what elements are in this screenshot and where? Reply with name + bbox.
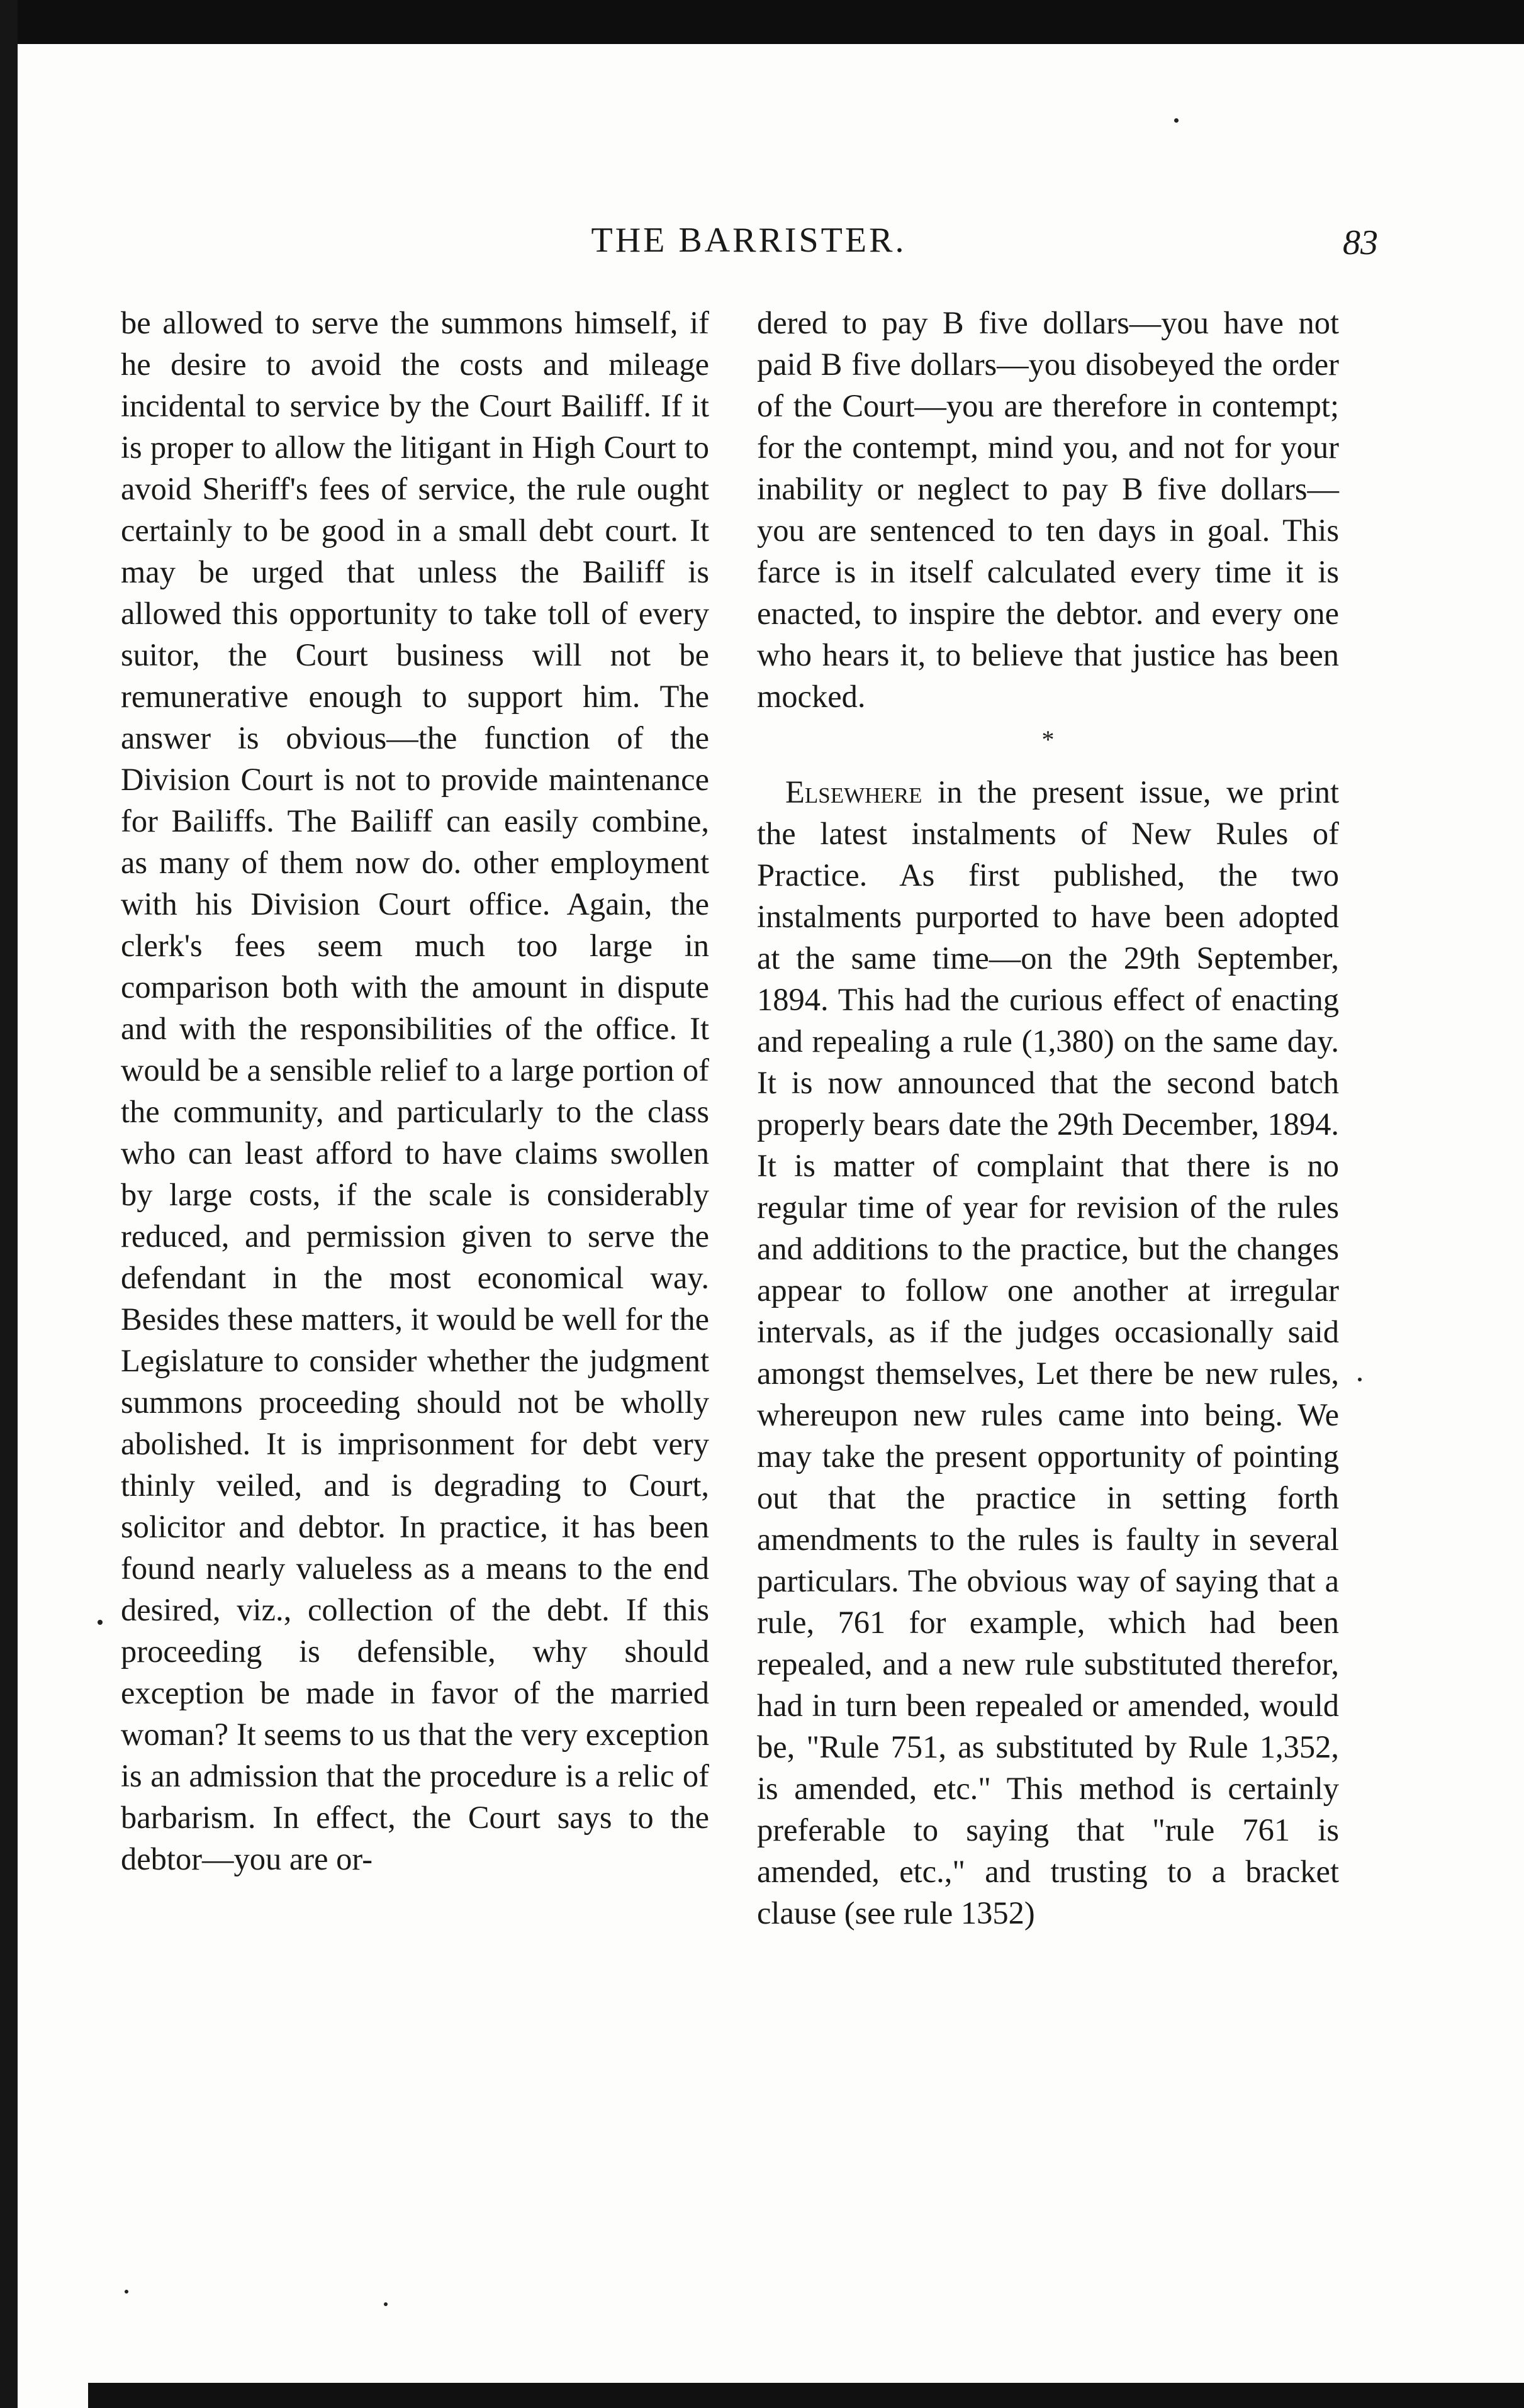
scan-speck [1174, 118, 1179, 123]
left-column-paragraph: be allowed to serve the summons himself, if he desire to avoid the costs and mileage incidental to service by the Court Bailiff. If it is proper to allow the litigant in High Court to avoid Sheriff's fees of service, the rule ought certainly to be good in a small debt court. It may be urged that unless the Bailiff is allowed this opportunity to take toll of every suitor, the Court business will not be remunerative enough to support him. The answer is obvious—the function of the Division Court is not to provide maintenance for Bailiffs. The Bailiff can easily combine, as many of them now do. other employment with his Division Court office. Again, the clerk's fees seem much too large in comparison both with the amount in dispute and with the responsibilities of the office. It would be a sensible relief to a large portion of the community, and particularly to the class who can least afford to have claims swollen by large costs, if the scale is considerably reduced, and permission given to serve the defendant in the most economical way. Besides these matters, it would be well for the Legislature to consider whether the judgment summons proceeding should not be wholly abolished. It is imprisonment for debt very thinly veiled, and is degrading to Court, solicitor and debtor. In practice, it has been found nearly valueless as a means to the end desired, viz., collection of the debt. If this proceeding is defensible, why should exception be made in favor of the married woman? It seems to us that the very exception is an admission that the procedure is a relic of barbarism. In effect, the Court says to the debtor—you are or- [121, 305, 709, 1876]
section-separator: * [1041, 725, 1055, 754]
scan-speck [98, 1620, 103, 1625]
scan-border-top [0, 0, 1524, 44]
scan-speck [1358, 1378, 1362, 1381]
left-column [121, 302, 709, 1880]
scan-border-bottom [88, 2383, 1524, 2408]
right-column [757, 302, 1339, 1934]
scan-border-left [0, 0, 18, 2408]
running-title: THE BARRISTER. [591, 221, 907, 260]
right-column-paragraph-2 [757, 771, 1339, 1934]
right-column-paragraph-1: dered to pay B five dollars—you have not paid B five dollars—you disobeyed the order of the Court—you are therefore in contempt; for the contempt, mind you, and not for your inability or neglect to pay B five dollars—you are sentenced to ten days in goal. This farce is in itself calculated every time it is enacted, to inspire the debtor. and every one who hears it, to believe that justice has been mocked. [757, 305, 1339, 714]
scan-speck [125, 2290, 128, 2294]
page-header [120, 220, 1378, 270]
right-column-paragraph-2-body: in the present issue, we print the latest instalments of New Rules of Practice. As first published, the two instalments purported to have been adopted at the same time—on the 29th September, 1894. This had the curious effect of enacting and repealing a rule (1,380) on the same day. It is now announced that the second batch properly bears date the 29th December, 1894. It is matter of complaint that there is no regular time of year for revision of the rules and additions to the practice, but the changes appear to follow one another at irregular intervals, as if the judges occasionally said amongst themselves, Let there be new rules, whereupon new rules came into being. We may take the present opportunity of pointing out that the practice in setting forth amendments to the rules is faulty in several particulars. The obvious way of saying that a rule, 761 for example, which had been repealed, and a new rule substituted therefor, had in turn been repealed or amended, would be, "Rule 751, as substituted by Rule 1,352, is amended, etc." This method is certainly preferable to saying that "rule 761 is amended, etc.," and trusting to a bracket clause (see rule 1352) [757, 774, 1339, 1931]
lead-word: Elsewhere [785, 774, 922, 810]
page-number: 83 [1343, 223, 1378, 262]
scan-speck [384, 2302, 388, 2306]
